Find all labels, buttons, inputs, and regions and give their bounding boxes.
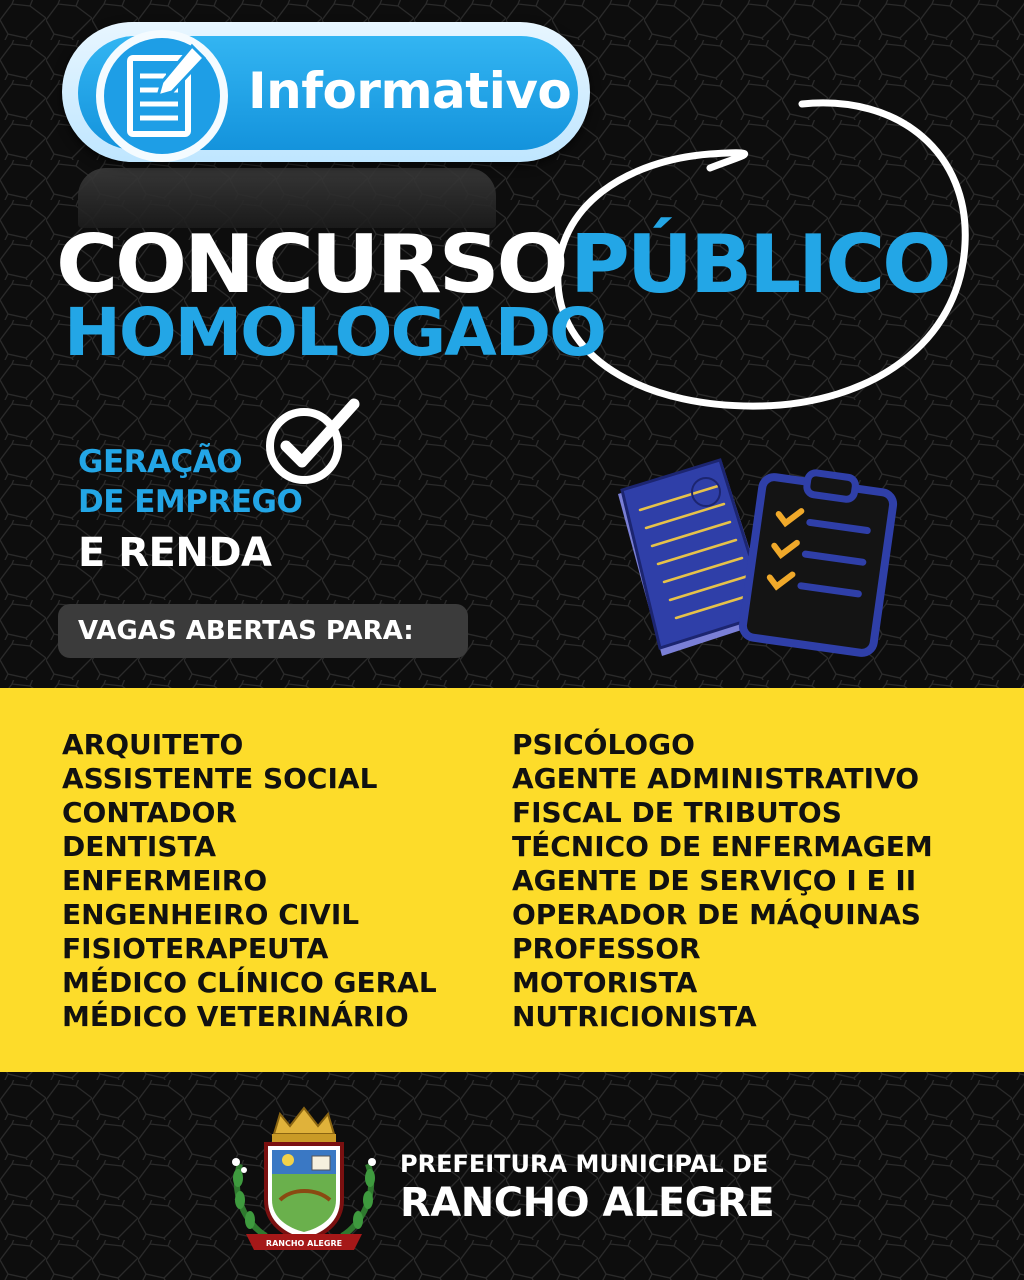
municipal-crest-icon [226, 1104, 382, 1254]
position-item: AGENTE DE SERVIÇO I E II [512, 864, 917, 897]
position-item: MOTORISTA [512, 966, 698, 999]
position-item: MÉDICO CLÍNICO GERAL [62, 966, 437, 999]
vagas-label: VAGAS ABERTAS PARA: [78, 616, 414, 646]
position-item: FISIOTERAPEUTA [62, 932, 329, 965]
position-item: ARQUITETO [62, 728, 244, 761]
crest-ribbon-text: RANCHO ALEGRE [265, 1239, 343, 1248]
position-item: FISCAL DE TRIBUTOS [512, 796, 842, 829]
headline-concurso: CONCURSO [56, 218, 566, 311]
position-item: NUTRICIONISTA [512, 1000, 757, 1033]
tagline-line1: GERAÇÃO [78, 444, 243, 480]
clipboard-checklist-icon [741, 472, 894, 655]
position-item: TÉCNICO DE ENFERMAGEM [512, 830, 933, 863]
position-item: CONTADOR [62, 796, 237, 829]
tagline-line3: E RENDA [78, 530, 272, 576]
footer-line1: PREFEITURA MUNICIPAL DE [400, 1150, 769, 1178]
position-item: ENFERMEIRO [62, 864, 268, 897]
tagline-line2: DE EMPREGO [78, 484, 303, 520]
position-item: ENGENHEIRO CIVIL [62, 898, 360, 931]
position-item: PSICÓLOGO [512, 728, 695, 761]
book-clipboard-illustration [600, 450, 900, 670]
checkmark-circle-icon [262, 396, 362, 488]
badge-label: Informativo [248, 62, 572, 120]
position-item: AGENTE ADMINISTRATIVO [512, 762, 920, 795]
positions-list-left [62, 728, 437, 1034]
position-item: OPERADOR DE MÁQUINAS [512, 898, 921, 931]
headline-publico: PÚBLICO [570, 218, 949, 311]
positions-list-right [512, 728, 933, 1034]
footer-line2: RANCHO ALEGRE [400, 1180, 775, 1226]
document-pen-icon [92, 26, 232, 166]
headline-homologado: HOMOLOGADO [64, 294, 605, 371]
position-item: ASSISTENTE SOCIAL [62, 762, 378, 795]
position-item: MÉDICO VETERINÁRIO [62, 1000, 409, 1033]
position-item: PROFESSOR [512, 932, 701, 965]
position-item: DENTISTA [62, 830, 217, 863]
